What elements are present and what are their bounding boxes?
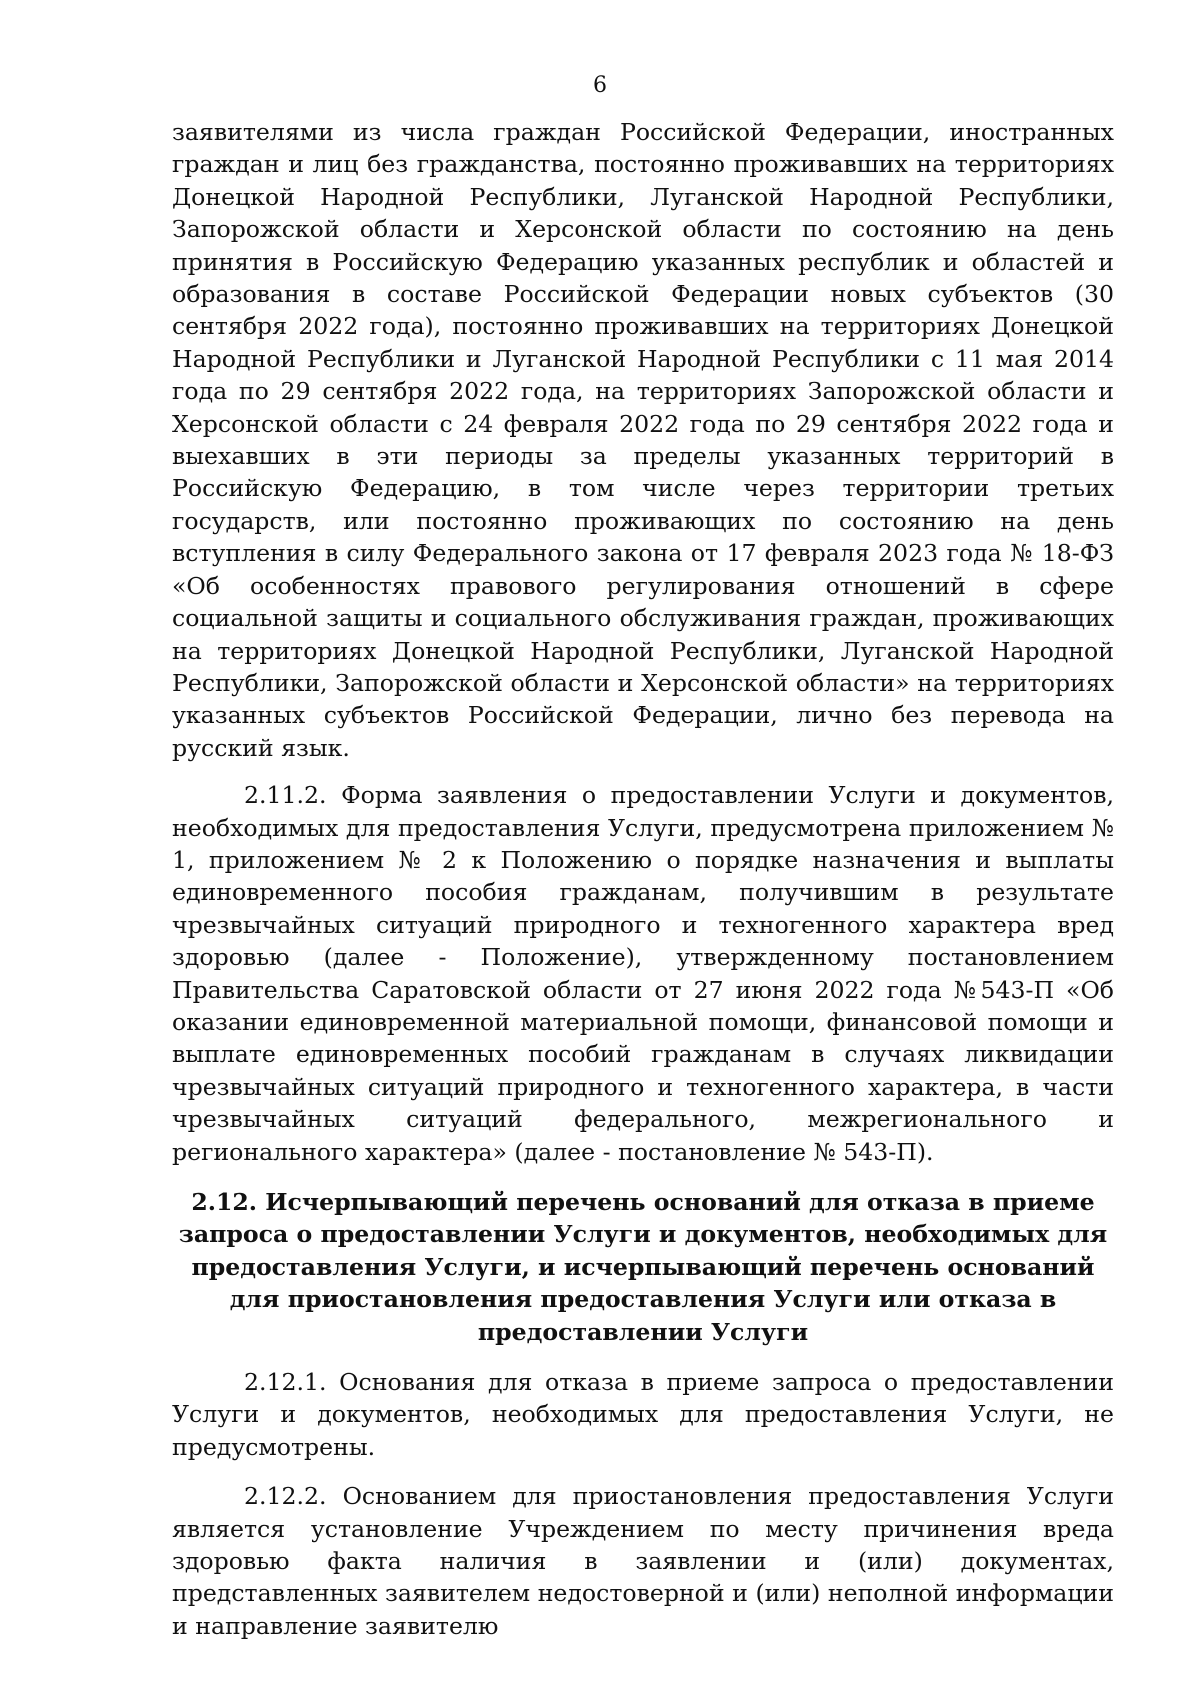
document-body — [172, 116, 1114, 1642]
paragraph-2-12-1: 2.12.1. Основания для отказа в приеме запроса о предоставлении Услуги и документов, необходимых для предоставления Услуги, не предусмотрены. — [172, 1368, 1114, 1461]
paragraph-2-11-2: 2.11.2. Форма заявления о предоставлении Услуги и документов, необходимых для предоставления Услуги, предусмотрена приложением № 1, приложением № 2 к Положению о порядке назначения и выплаты единовременного пособия гражданам, получившим в результате чрезвычайных ситуаций природного и техногенного характера вред здоровью (далее - Положение), утвержденному постановлением Правительства Саратовской области от 27 июня 2022 года №543-П «Об оказании единовременной материальной помощи, финансовой помощи и выплате единовременных пособий гражданам в случаях ликвидации чрезвычайных ситуаций природного и техногенного характера, в части чрезвычайных ситуаций федерального, межрегионального и регионального характера» (далее - постановление № 543-П). — [172, 781, 1114, 1166]
page-number: 6 — [593, 73, 607, 98]
paragraph-2-12-2: 2.12.2. Основанием для приостановления предоставления Услуги является установление Учреждением по месту причинения вреда здоровью факта наличия в заявлении и (или) документах, представленных заявителем недостоверной и (или) неполной информации и направление заявителю — [172, 1482, 1114, 1640]
section-heading-2-12: 2.12. Исчерпывающий перечень оснований для отказа в приеме запроса о предоставлении Услуги и документов, необходимых для предоставления Услуги, и исчерпывающий перечень оснований для приостановления предоставления Услуги или отказа в предоставлении Услуги — [178, 1188, 1108, 1346]
paragraph-continued: заявителями из числа граждан Российской Федерации, иностранных граждан и лиц без гражданства, постоянно проживавших на территориях Донецкой Народной Республики, Луганской Народной Республики, Запорожской области и Херсонской области по состоянию на день принятия в Российскую Федерацию указанных республик и областей и образования в составе Российской Федерации новых субъектов (30 сентября 2022 года), постоянно проживавших на территориях Донецкой Народной Республики и Луганской Народной Республики с 11 мая 2014 года по 29 сентября 2022 года, на территориях Запорожской области и Херсонской области с 24 февраля 2022 года по 29 сентября 2022 года и выехавших в эти периоды за пределы указанных территорий в Российскую Федерацию, в том числе через территории третьих государств, или постоянно проживающих по состоянию на день вступления в силу Федерального закона от 17 февраля 2023 года № 18-ФЗ «Об особенностях правового регулирования отношений в сфере социальной защиты и социального обслуживания граждан, проживающих на территориях Донецкой Народной Республики, Луганской Народной Республики, Запорожской области и Херсонской области» на территориях указанных субъектов Российской Федерации, лично без перевода на русский язык. — [172, 118, 1114, 762]
